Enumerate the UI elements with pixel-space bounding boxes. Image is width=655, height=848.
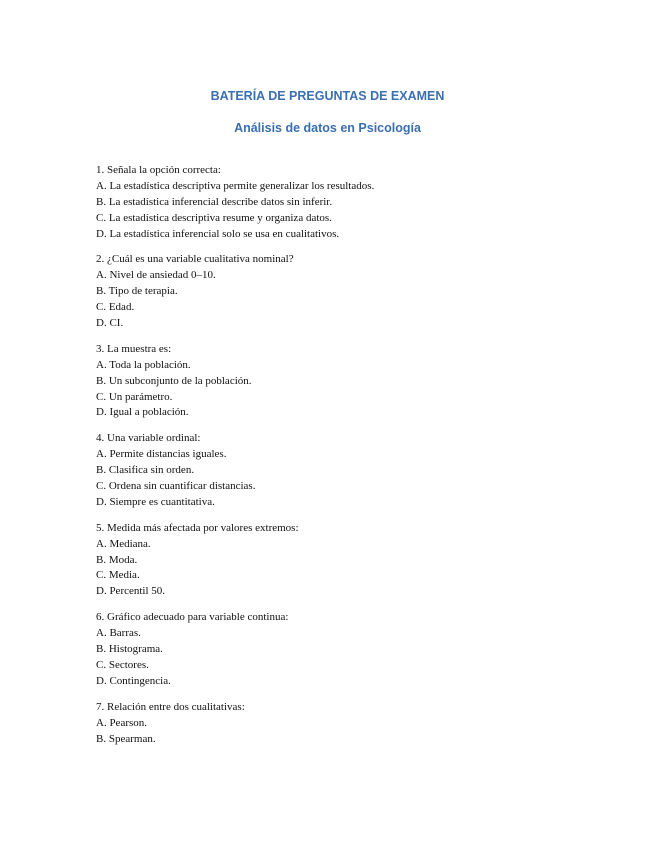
answer-option: A. Nivel de ansiedad 0–10.: [96, 269, 216, 282]
answer-option: B. La estadística inferencial describe datos sin inferir.: [96, 195, 333, 208]
question-4: [96, 431, 576, 510]
answer-option: D. CI.: [96, 317, 124, 330]
document-subtitle: Análisis de datos en Psicología: [234, 121, 421, 135]
answer-option: D. La estadística inferencial solo se usa en cualitativos.: [96, 227, 340, 240]
answer-option: C. La estadística descriptiva resume y organiza datos.: [96, 211, 332, 224]
answer-option: D. Contingencia.: [96, 674, 171, 687]
answer-option: A. Toda la población.: [96, 358, 191, 371]
answer-option: D. Siempre es cuantitativa.: [96, 495, 215, 508]
answer-option: D. Percentil 50.: [96, 585, 166, 598]
answer-option: B. Histograma.: [96, 643, 163, 656]
answer-option: A. Mediana.: [96, 537, 151, 550]
question-list: [96, 163, 576, 757]
answer-option: D. Igual a población.: [96, 406, 189, 419]
answer-option: B. Clasifica sin orden.: [96, 464, 195, 477]
question-6: [96, 610, 576, 689]
question-1: [96, 163, 576, 242]
answer-option: A. Pearson.: [96, 716, 148, 729]
question-3: [96, 342, 576, 421]
answer-option: A. Permite distancias iguales.: [96, 448, 227, 461]
answer-option: C. Media.: [96, 569, 140, 582]
question-prompt: 7. Relación entre dos cualitativas:: [96, 700, 245, 713]
answer-option: C. Sectores.: [96, 658, 149, 671]
question-7: [96, 700, 576, 748]
question-2: [96, 252, 576, 331]
answer-option: B. Spearman.: [96, 732, 156, 745]
answer-option: C. Ordena sin cuantificar distancias.: [96, 480, 256, 493]
answer-option: C. Edad.: [96, 301, 135, 314]
document-title: BATERÍA DE PREGUNTAS DE EXAMEN: [210, 89, 445, 103]
question-5: [96, 521, 576, 600]
question-prompt: 1. Señala la opción correcta:: [96, 164, 221, 176]
answer-option: C. Un parámetro.: [96, 390, 173, 403]
question-prompt: 3. La muestra es:: [96, 342, 172, 355]
answer-option: B. Tipo de terapia.: [96, 285, 178, 298]
answer-option: A. Barras.: [96, 627, 141, 640]
answer-option: B. Un subconjunto de la población.: [96, 374, 252, 387]
question-prompt: 2. ¿Cuál es una variable cualitativa nominal?: [96, 253, 294, 266]
question-prompt: 4. Una variable ordinal:: [96, 432, 201, 445]
answer-option: A. La estadística descriptiva permite generalizar los resultados.: [96, 179, 375, 192]
question-prompt: 5. Medida más afectada por valores extremos:: [96, 521, 299, 534]
answer-option: B. Moda.: [96, 553, 138, 566]
question-prompt: 6. Gráfico adecuado para variable continua:: [96, 611, 289, 624]
